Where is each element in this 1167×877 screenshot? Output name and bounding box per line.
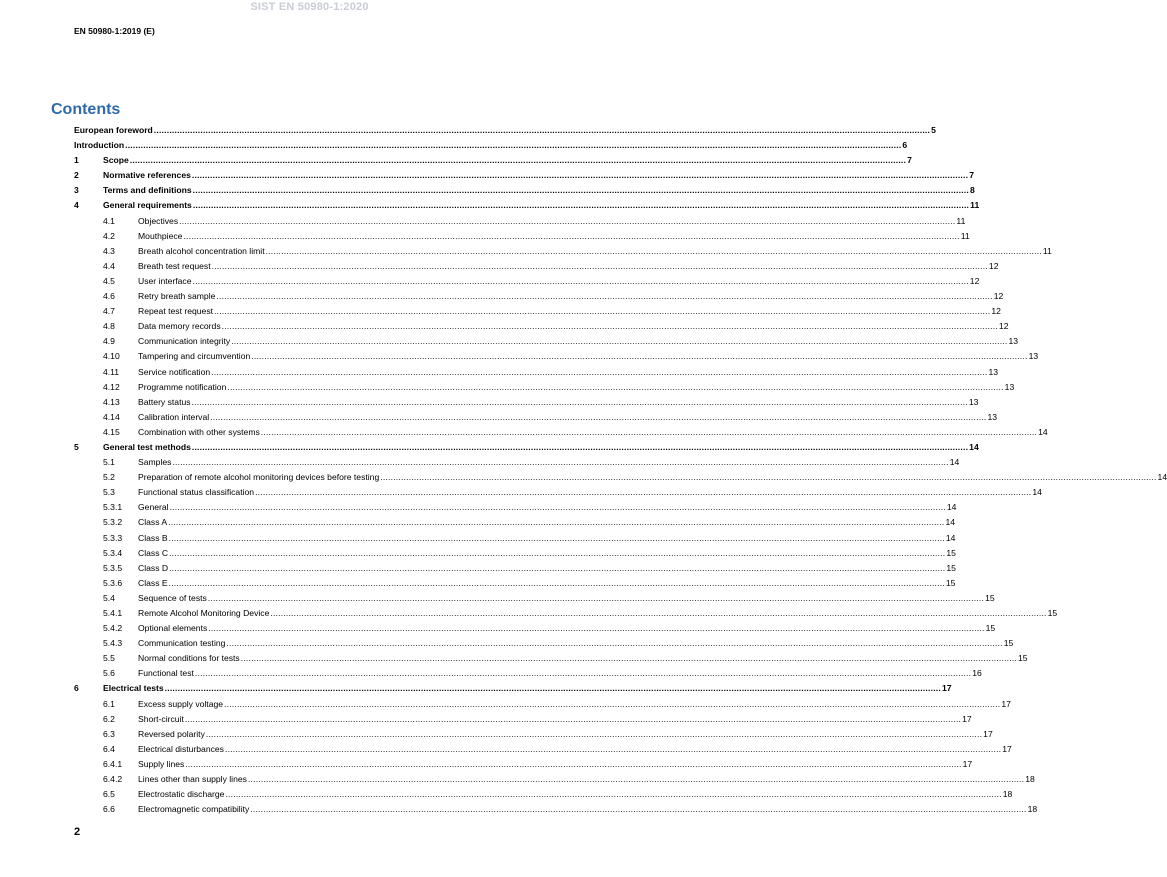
toc-entry-page: 14 xyxy=(1038,426,1048,437)
toc-entry[interactable] xyxy=(74,198,980,213)
toc-entry-number: 5.3.6 xyxy=(103,577,123,588)
toc-entry-title: Electrical tests xyxy=(103,681,165,696)
toc-dot-leader: ............................................................................................................................................................................................................................................................................................................ xyxy=(169,502,946,513)
toc-dot-leader: ............................................................................................................................................................................................................................................................................................................ xyxy=(214,306,991,317)
toc-entry-number: 4.12 xyxy=(103,381,120,392)
toc-entry-line xyxy=(138,349,1039,364)
toc-entry-title: Combination with other systems xyxy=(138,425,261,440)
toc-entry-page: 12 xyxy=(969,275,980,286)
toc-entry-line xyxy=(138,319,1009,334)
watermark: SIST EN 50980-1:2020 xyxy=(250,1,369,13)
standard-id-header: EN 50980-1:2019 (E) xyxy=(74,26,155,36)
toc-dot-leader: ............................................................................................................................................................................................................................................................................................................ xyxy=(168,517,945,528)
toc-entry-title: Electromagnetic compatibility xyxy=(138,802,250,817)
toc-entry-title: Class B xyxy=(138,531,169,546)
toc-dot-leader: ............................................................................................................................................................................................................................................................................................................ xyxy=(168,532,945,543)
toc-entry-page: 13 xyxy=(1028,351,1039,362)
toc-entry-title: Class D xyxy=(138,561,169,576)
toc-entry[interactable] xyxy=(74,229,970,244)
toc-entry[interactable] xyxy=(74,500,957,515)
toc-dot-leader: ............................................................................................................................................................................................................................................................................................................ xyxy=(169,562,946,573)
toc-entry-title: Electrostatic discharge xyxy=(138,787,225,802)
toc-entry-page: 12 xyxy=(998,321,1009,332)
toc-entry[interactable] xyxy=(74,561,956,576)
toc-entry-line xyxy=(138,515,955,530)
toc-entry-number: 5.4 xyxy=(103,592,115,603)
toc-entry-title: Normative references xyxy=(103,168,192,183)
toc-entry[interactable] xyxy=(74,410,998,425)
toc-entry-title: Functional status classification xyxy=(138,485,255,500)
toc-entry-title: Communication integrity xyxy=(138,334,231,349)
toc-entry-page: 14 xyxy=(945,532,956,543)
toc-entry-number: 4.3 xyxy=(103,245,115,256)
toc-entry-title: Normal conditions for tests xyxy=(138,651,241,666)
toc-entry-line xyxy=(138,742,1012,757)
toc-entry-page: 14 xyxy=(969,441,979,452)
toc-entry-page: 15 xyxy=(985,592,995,603)
toc-entry-line xyxy=(103,168,974,183)
toc-entry[interactable] xyxy=(74,259,999,274)
toc-entry-title: Short-circuit xyxy=(138,712,185,727)
toc-entry[interactable] xyxy=(74,380,1015,395)
toc-dot-leader: ............................................................................................................................................................................................................................................................................................................ xyxy=(227,381,1004,392)
contents-title: Contents xyxy=(51,101,121,118)
toc-entry-line xyxy=(138,606,1058,621)
toc-entry-line xyxy=(103,198,980,213)
toc-dot-leader: ............................................................................................................................................................................................................................................................................................................ xyxy=(255,487,1032,498)
toc-entry-line xyxy=(138,380,1015,395)
toc-entry[interactable] xyxy=(74,123,936,138)
toc-entry-page: 12 xyxy=(993,291,1004,302)
toc-entry-page: 17 xyxy=(941,683,952,694)
toc-entry-number: 5.3.2 xyxy=(103,517,123,528)
toc-entry-number: 5.1 xyxy=(103,457,115,468)
toc-entry-number: 2 xyxy=(74,170,79,181)
toc-entry-number: 5.3.3 xyxy=(103,532,123,543)
toc-entry-number: 4.2 xyxy=(103,230,115,241)
toc-dot-leader: ............................................................................................................................................................................................................................................................................................................ xyxy=(270,608,1047,618)
toc-entry-line xyxy=(138,410,998,425)
toc-entry-number: 5.3 xyxy=(103,487,115,498)
toc-entry-number: 5.4.2 xyxy=(103,623,123,634)
toc-entry-page: 17 xyxy=(962,758,973,769)
toc-entry[interactable] xyxy=(74,183,975,198)
toc-entry[interactable] xyxy=(74,349,1039,364)
toc-dot-leader: ............................................................................................................................................................................................................................................................................................................ xyxy=(208,623,985,634)
toc-entry[interactable] xyxy=(74,395,979,410)
toc-entry-line xyxy=(74,138,908,153)
toc-entry-line xyxy=(138,244,1052,259)
toc-entry-line xyxy=(103,153,912,168)
toc-entry-line xyxy=(138,697,1011,712)
toc-entry[interactable] xyxy=(74,440,979,455)
toc-dot-leader: ............................................................................................................................................................................................................................................................................................................ xyxy=(191,441,969,452)
toc-entry-page: 13 xyxy=(987,411,998,422)
toc-entry[interactable] xyxy=(74,636,1014,651)
toc-entry-page: 13 xyxy=(968,396,979,407)
toc-dot-leader: ............................................................................................................................................................................................................................................................................................................ xyxy=(205,728,983,739)
toc-entry-number: 1 xyxy=(74,155,79,166)
toc-entry-page: 5 xyxy=(931,125,936,135)
toc-dot-leader: ............................................................................................................................................................................................................................................................................................................ xyxy=(251,351,1028,362)
toc-dot-leader: ............................................................................................................................................................................................................................................................................................................ xyxy=(192,275,969,286)
toc-entry-line xyxy=(138,591,995,606)
toc-entry-line xyxy=(103,183,975,198)
toc-entry-line xyxy=(138,636,1014,651)
toc-entry-page: 18 xyxy=(1027,804,1038,815)
toc-entry-line xyxy=(138,214,966,229)
toc-entry-page: 11 xyxy=(956,215,966,226)
toc-dot-leader: ............................................................................................................................................................................................................................................................................................................ xyxy=(194,668,972,679)
toc-dot-leader: ............................................................................................................................................................................................................................................................................................................ xyxy=(185,758,962,769)
toc-entry-page: 17 xyxy=(1001,698,1011,709)
toc-entry-page: 13 xyxy=(988,366,998,377)
toc-entry-title: Lines other than supply lines xyxy=(138,772,248,787)
toc-dot-leader: ............................................................................................................................................................................................................................................................................................................ xyxy=(211,366,988,377)
toc-entry-title: Mouthpiece xyxy=(138,229,183,244)
toc-entry[interactable] xyxy=(74,274,980,289)
toc-entry-page: 15 xyxy=(945,577,956,588)
toc-entry-title: Optional elements xyxy=(138,621,208,636)
toc-entry-title: Class A xyxy=(138,515,168,530)
toc-entry-title: Samples xyxy=(138,455,172,470)
toc-entry-title: Sequence of tests xyxy=(138,591,208,606)
toc-entry-number: 6.5 xyxy=(103,789,115,800)
toc-entry-number: 4.4 xyxy=(103,260,115,271)
toc-entry-number: 6.4.2 xyxy=(103,774,123,785)
toc-entry[interactable] xyxy=(74,666,982,681)
toc-entry-number: 5.3.4 xyxy=(103,547,123,558)
toc-entry-line xyxy=(138,576,956,591)
toc-entry-title: Introduction xyxy=(74,138,125,153)
toc-entry[interactable] xyxy=(74,168,974,183)
toc-entry-page: 7 xyxy=(969,170,974,181)
toc-entry-title: General xyxy=(138,500,170,515)
toc-dot-leader: ............................................................................................................................................................................................................................................................................................................ xyxy=(225,789,1002,800)
toc-entry-title: Class E xyxy=(138,576,169,591)
toc-entry[interactable] xyxy=(74,531,956,546)
toc-entry-line xyxy=(138,787,1013,802)
toc-entry[interactable] xyxy=(74,742,1012,757)
toc-entry-line xyxy=(138,546,956,561)
toc-entry[interactable] xyxy=(74,546,956,561)
toc-entry-title: Battery status xyxy=(138,395,192,410)
toc-entry[interactable] xyxy=(74,772,1035,787)
toc-entry-line xyxy=(138,289,1004,304)
toc-dot-leader: ............................................................................................................................................................................................................................................................................................................ xyxy=(250,804,1027,815)
toc-entry-title: Breath alcohol concentration limit xyxy=(138,244,266,259)
toc-entry-line xyxy=(138,666,982,681)
toc-entry[interactable] xyxy=(74,365,998,380)
page-number: 2 xyxy=(74,826,81,838)
toc-entry-line xyxy=(138,651,1028,666)
toc-entry-number: 5 xyxy=(74,441,79,452)
toc-entry-line xyxy=(138,772,1035,787)
toc-entry-page: 12 xyxy=(988,260,999,271)
toc-entry-line xyxy=(138,727,993,742)
toc-entry-line xyxy=(138,500,957,515)
toc-entry-page: 6 xyxy=(902,140,908,151)
toc-entry[interactable] xyxy=(74,621,996,636)
toc-entry-page: 14 xyxy=(1157,472,1167,483)
toc-dot-leader: ............................................................................................................................................................................................................................................................................................................ xyxy=(129,155,907,166)
toc-entry-page: 16 xyxy=(972,668,982,679)
toc-entry-number: 6.4.1 xyxy=(103,758,123,769)
toc-dot-leader: ............................................................................................................................................................................................................................................................................................................ xyxy=(231,336,1008,347)
toc-entry-page: 7 xyxy=(907,155,912,166)
toc-entry-line xyxy=(103,440,979,455)
toc-entry-page: 14 xyxy=(1032,487,1042,498)
toc-entry-line xyxy=(138,304,1001,319)
toc-entry-line xyxy=(138,802,1038,817)
toc-entry-number: 6.1 xyxy=(103,698,115,709)
table-of-contents xyxy=(74,123,1167,817)
toc-dot-leader: ............................................................................................................................................................................................................................................................................................................ xyxy=(224,743,1002,754)
toc-entry-number: 4.7 xyxy=(103,306,115,317)
toc-entry-title: Reversed polarity xyxy=(138,727,206,742)
toc-entry-number: 5.5 xyxy=(103,653,115,664)
toc-entry[interactable] xyxy=(74,591,995,606)
toc-entry-number: 6 xyxy=(74,683,79,694)
toc-entry-line xyxy=(138,395,979,410)
toc-entry-page: 15 xyxy=(946,562,956,573)
toc-entry-title: Preparation of remote alcohol monitoring devices before testing xyxy=(138,470,380,485)
toc-entry[interactable] xyxy=(74,515,955,530)
toc-entry-page: 14 xyxy=(945,517,955,528)
toc-entry-title: Class C xyxy=(138,546,169,561)
toc-entry-number: 4.15 xyxy=(103,426,120,437)
toc-entry[interactable] xyxy=(74,425,1048,440)
toc-entry[interactable] xyxy=(74,651,1028,666)
toc-entry-line xyxy=(138,259,999,274)
toc-entry-page: 8 xyxy=(969,185,975,196)
toc-entry-title: Programme notification xyxy=(138,380,227,395)
toc-entry-title: Communication testing xyxy=(138,636,226,651)
toc-entry-number: 4.8 xyxy=(103,321,115,332)
toc-dot-leader: ............................................................................................................................................................................................................................................................................................................ xyxy=(210,411,987,422)
toc-dot-leader: ............................................................................................................................................................................................................................................................................................................ xyxy=(380,472,1157,483)
toc-entry-line xyxy=(138,274,980,289)
toc-entry-page: 12 xyxy=(991,306,1001,317)
toc-dot-leader: ............................................................................................................................................................................................................................................................................................................ xyxy=(247,774,1025,785)
toc-entry-title: Calibration interval xyxy=(138,410,210,425)
toc-entry-title: Terms and definitions xyxy=(103,183,193,198)
toc-entry[interactable] xyxy=(74,576,956,591)
toc-entry[interactable] xyxy=(74,606,1058,621)
toc-entry[interactable] xyxy=(74,470,1167,485)
toc-entry-title: Scope xyxy=(103,153,130,168)
toc-entry[interactable] xyxy=(74,802,1038,817)
toc-entry-title: Service notification xyxy=(138,365,211,380)
toc-dot-leader: ............................................................................................................................................................................................................................................................................................................ xyxy=(172,457,949,468)
toc-entry-number: 5.2 xyxy=(103,472,115,483)
toc-entry-line xyxy=(138,561,956,576)
toc-entry-page: 11 xyxy=(1042,245,1052,256)
toc-entry-title: Repeat test request xyxy=(138,304,214,319)
toc-entry-number: 4.13 xyxy=(103,396,120,407)
toc-entry-page: 11 xyxy=(960,230,970,241)
toc-entry-title: Remote Alcohol Monitoring Device xyxy=(138,606,270,621)
toc-dot-leader: ............................................................................................................................................................................................................................................................................................................ xyxy=(168,577,945,588)
toc-entry-page: 17 xyxy=(1002,743,1012,754)
toc-entry-number: 6.6 xyxy=(103,804,115,815)
toc-entry[interactable] xyxy=(74,304,1001,319)
toc-entry-title: General requirements xyxy=(103,198,193,213)
toc-dot-leader: ............................................................................................................................................................................................................................................................................................................ xyxy=(226,638,1003,649)
toc-dot-leader: ............................................................................................................................................................................................................................................................................................................ xyxy=(207,592,985,603)
toc-entry-page: 11 xyxy=(970,200,980,211)
toc-entry-page: 13 xyxy=(1004,381,1015,392)
toc-entry-number: 5.3.1 xyxy=(103,502,123,513)
toc-dot-leader: ............................................................................................................................................................................................................................................................................................................ xyxy=(260,426,1038,437)
toc-dot-leader: ............................................................................................................................................................................................................................................................................................................ xyxy=(169,547,946,558)
toc-dot-leader: ............................................................................................................................................................................................................................................................................................................ xyxy=(192,185,969,196)
toc-dot-leader: ............................................................................................................................................................................................................................................................................................................ xyxy=(183,230,960,241)
toc-entry[interactable] xyxy=(74,727,993,742)
toc-entry-number: 6.3 xyxy=(103,728,115,739)
toc-entry-page: 18 xyxy=(1002,789,1013,800)
toc-entry-page: 13 xyxy=(1008,336,1019,347)
toc-entry-page: 15 xyxy=(946,547,956,558)
toc-entry-title: User interface xyxy=(138,274,193,289)
toc-entry[interactable] xyxy=(74,697,1011,712)
toc-entry-line xyxy=(138,712,972,727)
toc-entry-title: Electrical disturbances xyxy=(138,742,225,757)
toc-entry-title: Excess supply voltage xyxy=(138,697,224,712)
toc-entry-page: 15 xyxy=(1003,638,1014,649)
toc-entry-line xyxy=(138,757,973,772)
toc-entry-page: 17 xyxy=(962,713,972,724)
toc-entry-line xyxy=(138,455,960,470)
toc-dot-leader: ............................................................................................................................................................................................................................................................................................................ xyxy=(221,321,998,332)
toc-dot-leader: ............................................................................................................................................................................................................................................................................................................ xyxy=(240,653,1018,664)
toc-entry-line xyxy=(103,681,952,696)
toc-entry-page: 15 xyxy=(1018,653,1028,664)
toc-entry-page: 15 xyxy=(1047,608,1058,618)
toc-entry-line xyxy=(138,425,1048,440)
toc-entry[interactable] xyxy=(74,153,912,168)
toc-entry-page: 14 xyxy=(949,457,960,468)
toc-entry-line xyxy=(138,621,996,636)
toc-entry[interactable] xyxy=(74,485,1042,500)
toc-dot-leader: ............................................................................................................................................................................................................................................................................................................ xyxy=(164,683,941,694)
toc-entry-title: Supply lines xyxy=(138,757,185,772)
toc-dot-leader: ............................................................................................................................................................................................................................................................................................................ xyxy=(192,200,970,211)
toc-entry[interactable] xyxy=(74,334,1019,349)
toc-entry[interactable] xyxy=(74,244,1052,259)
toc-entry-line xyxy=(138,470,1167,485)
toc-entry-number: 4.11 xyxy=(103,366,120,377)
toc-dot-leader: ............................................................................................................................................................................................................................................................................................................ xyxy=(179,215,956,226)
toc-entry[interactable] xyxy=(74,138,908,153)
toc-dot-leader: ............................................................................................................................................................................................................................................................................................................ xyxy=(265,245,1042,256)
toc-entry[interactable] xyxy=(74,289,1004,304)
toc-entry-number: 5.4.1 xyxy=(103,608,123,618)
toc-entry-title: Breath test request xyxy=(138,259,212,274)
toc-dot-leader: ............................................................................................................................................................................................................................................................................................................ xyxy=(224,698,1001,709)
toc-entry-number: 4.14 xyxy=(103,411,120,422)
toc-dot-leader: ............................................................................................................................................................................................................................................................................................................ xyxy=(211,260,988,271)
toc-entry-line xyxy=(138,485,1042,500)
toc-entry-title: Retry breath sample xyxy=(138,289,216,304)
toc-entry[interactable] xyxy=(74,787,1013,802)
toc-entry-title: European foreword xyxy=(74,123,154,138)
toc-entry[interactable] xyxy=(74,319,1009,334)
toc-entry[interactable] xyxy=(74,455,960,470)
toc-dot-leader: ............................................................................................................................................................................................................................................................................................................ xyxy=(191,396,968,407)
toc-entry-number: 4 xyxy=(74,200,79,211)
toc-entry-title: Data memory records xyxy=(138,319,222,334)
toc-dot-leader: ............................................................................................................................................................................................................................................................................................................ xyxy=(216,291,993,302)
toc-entry-line xyxy=(138,365,998,380)
toc-entry-number: 4.1 xyxy=(103,215,115,226)
toc-entry-title: Functional test xyxy=(138,666,195,681)
toc-entry-title: General test methods xyxy=(103,440,192,455)
toc-entry-page: 14 xyxy=(946,502,957,513)
toc-entry[interactable] xyxy=(74,214,966,229)
toc-entry-page: 15 xyxy=(985,623,996,634)
toc-entry-number: 4.10 xyxy=(103,351,120,362)
toc-entry-line xyxy=(138,334,1019,349)
toc-entry-line xyxy=(138,531,956,546)
toc-entry-title: Objectives xyxy=(138,214,179,229)
toc-dot-leader: ............................................................................................................................................................................................................................................................................................................ xyxy=(184,713,962,724)
toc-dot-leader: ............................................................................................................................................................................................................................................................................................................ xyxy=(153,125,931,135)
toc-entry-line xyxy=(138,229,970,244)
toc-entry-number: 3 xyxy=(74,185,79,196)
toc-entry-number: 4.9 xyxy=(103,336,115,347)
toc-entry-number: 4.5 xyxy=(103,275,115,286)
toc-dot-leader: ............................................................................................................................................................................................................................................................................................................ xyxy=(191,170,969,181)
toc-entry-page: 18 xyxy=(1025,774,1035,785)
toc-entry[interactable] xyxy=(74,681,952,696)
toc-entry-number: 5.6 xyxy=(103,668,115,679)
toc-entry-line xyxy=(74,123,936,138)
toc-entry[interactable] xyxy=(74,712,972,727)
toc-entry[interactable] xyxy=(74,757,973,772)
toc-entry-number: 6.4 xyxy=(103,743,115,754)
toc-entry-page: 17 xyxy=(983,728,993,739)
toc-entry-number: 5.4.3 xyxy=(103,638,123,649)
toc-entry-title: Tampering and circumvention xyxy=(138,349,251,364)
toc-entry-number: 5.3.5 xyxy=(103,562,123,573)
toc-entry-number: 6.2 xyxy=(103,713,115,724)
toc-dot-leader: ............................................................................................................................................................................................................................................................................................................ xyxy=(125,140,902,151)
toc-entry-number: 4.6 xyxy=(103,291,115,302)
